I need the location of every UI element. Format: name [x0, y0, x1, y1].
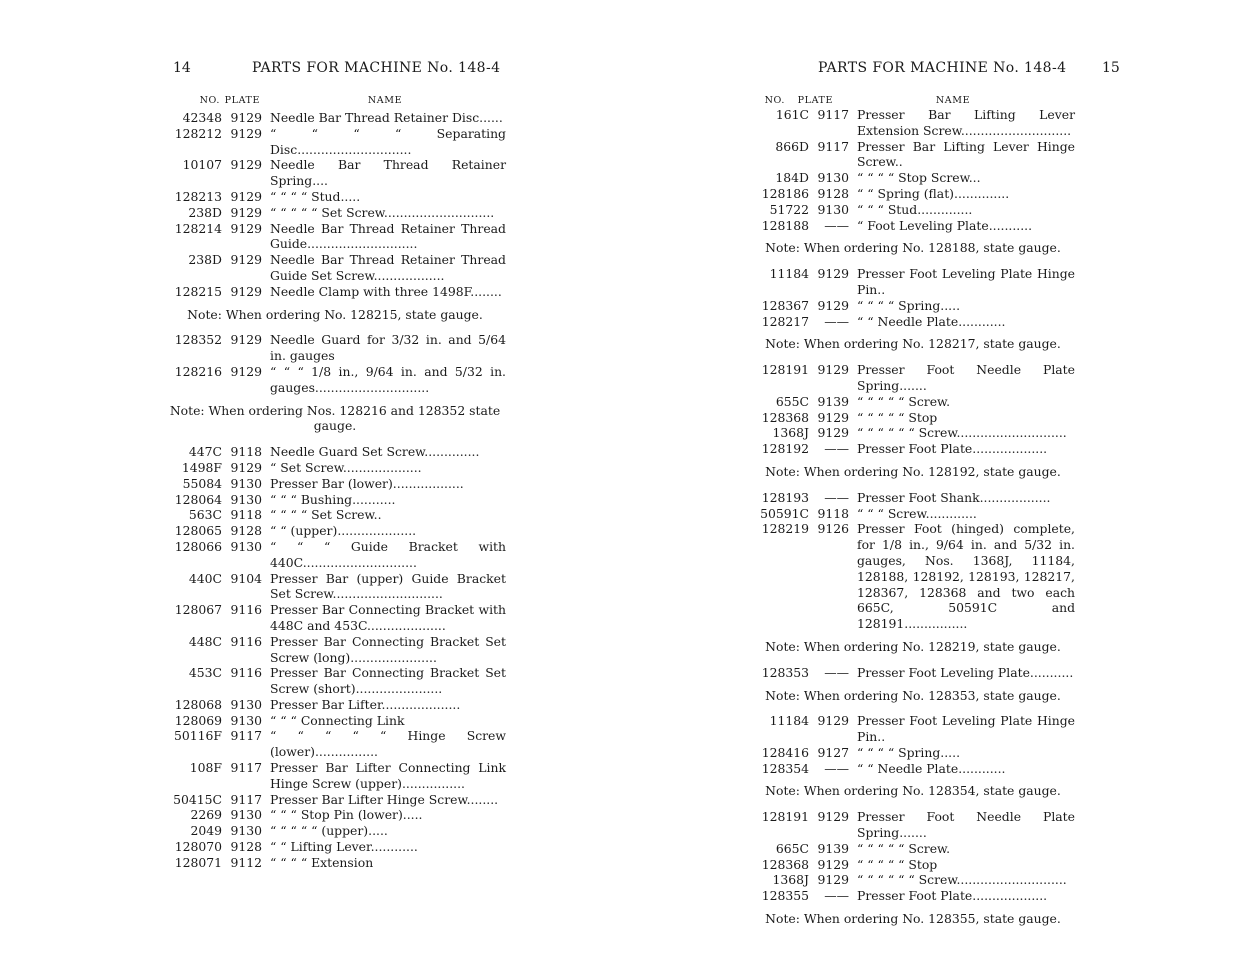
- part-row: [160, 492, 510, 508]
- part-number: 128354: [761, 760, 809, 776]
- part-name: “ “ “ “ “ Stop: [857, 856, 938, 872]
- part-row: [747, 665, 1079, 681]
- plate-number: 9116: [230, 633, 262, 649]
- part-row: [160, 571, 510, 603]
- parts-list: [160, 110, 510, 871]
- part-number: 50415C: [173, 791, 222, 807]
- part-name: “ “ (upper)....................: [270, 523, 417, 539]
- plate-number: 9129: [230, 252, 262, 268]
- left-page: [0, 0, 615, 954]
- part-row: [160, 760, 510, 792]
- part-row: [160, 476, 510, 492]
- part-number: 453C: [188, 665, 222, 681]
- part-number: 128367: [761, 297, 809, 313]
- part-name: Presser Bar Connecting Bracket with 448C and 453C....................: [270, 602, 506, 633]
- plate-number: ——: [824, 888, 849, 904]
- part-number: 128368: [761, 856, 809, 872]
- part-name: “ “ “ 1/8 in., 9/64 in. and 5/32 in. gauges.............................: [270, 363, 506, 395]
- page-title: PARTS FOR MACHINE No. 148-4: [818, 60, 1067, 76]
- part-row: [747, 314, 1079, 330]
- part-number: 184D: [775, 170, 809, 186]
- plate-number: ——: [824, 217, 849, 233]
- plate-number: 9129: [817, 856, 849, 872]
- plate-number: 9130: [230, 807, 262, 823]
- parts-list: [747, 107, 1079, 937]
- plate-number: ——: [824, 760, 849, 776]
- plate-number: 9127: [817, 744, 849, 760]
- plate-number: 9130: [230, 712, 262, 728]
- part-row: [160, 634, 510, 666]
- part-name: “ “ “ Connecting Link: [270, 712, 405, 728]
- plate-number: 9130: [230, 475, 262, 491]
- plate-number: 9117: [230, 791, 262, 807]
- part-number: 128186: [761, 185, 809, 201]
- part-name: Needle Guard for 3/32 in. and 5/64 in. gauges: [270, 332, 506, 364]
- part-row: [747, 506, 1079, 522]
- part-number: 128070: [174, 839, 222, 855]
- col-header-plate: PLATE: [797, 95, 833, 106]
- plate-number: 9130: [230, 696, 262, 712]
- part-number: 128193: [761, 489, 809, 505]
- page-title: PARTS FOR MACHINE No. 148-4: [252, 60, 501, 76]
- part-row: [747, 745, 1079, 761]
- part-name: “ “ Needle Plate............: [857, 313, 1006, 329]
- part-row: [747, 809, 1079, 841]
- part-name: Presser Foot Plate...................: [857, 888, 1048, 904]
- plate-number: 9129: [230, 204, 262, 220]
- part-row: [747, 713, 1079, 745]
- part-name: “ “ Needle Plate............: [857, 760, 1006, 776]
- part-name: “ “ “ “ “ “ Screw............................: [857, 425, 1067, 441]
- right-page: [617, 0, 1235, 954]
- ordering-note: Note: When ordering Nos. 128216 and 128352 state gauge.: [169, 402, 501, 434]
- part-row: [747, 139, 1079, 171]
- part-name: “ “ “ “ “ Stop: [857, 409, 938, 425]
- part-name: “ “ “ Screw.............: [857, 505, 977, 521]
- part-name: “ “ Lifting Lever............: [270, 839, 418, 855]
- part-row: [747, 425, 1079, 441]
- plate-number: 9139: [817, 393, 849, 409]
- part-number: 128217: [761, 313, 809, 329]
- plate-number: 9129: [230, 459, 262, 475]
- plate-number: 9129: [230, 110, 262, 125]
- part-row: [160, 665, 510, 697]
- plate-number: 9126: [817, 521, 849, 537]
- part-name: “ “ “ “ Stud.....: [270, 188, 361, 204]
- part-name: Presser Bar (upper) Guide Bracket Set Screw............................: [270, 570, 506, 602]
- part-number: 1498F: [181, 459, 222, 475]
- plate-number: 9117: [817, 138, 849, 154]
- part-number: 655C: [775, 393, 809, 409]
- part-name: “ “ “ Bushing...........: [270, 491, 396, 507]
- part-number: 128219: [761, 521, 809, 537]
- part-row: [747, 490, 1079, 506]
- part-name: Presser Foot Leveling Plate Hinge Pin..: [857, 266, 1075, 297]
- part-number: 11184: [769, 713, 809, 729]
- plate-number: 9129: [230, 363, 262, 379]
- part-name: “ “ “ Stop Pin (lower).....: [270, 807, 423, 823]
- part-number: 50591C: [760, 505, 809, 521]
- part-row: [747, 410, 1079, 426]
- part-number: 440C: [188, 570, 222, 586]
- part-row: [160, 697, 510, 713]
- part-number: 128353: [761, 664, 809, 680]
- part-name: Presser Bar Lifter Hinge Screw........: [270, 791, 499, 807]
- part-number: 1368J: [772, 425, 809, 441]
- part-row: [160, 126, 510, 158]
- part-name: Needle Bar Thread Retainer Thread Guide Set Screw..................: [270, 252, 506, 283]
- part-number: 128067: [174, 602, 222, 618]
- plate-number: 9130: [230, 538, 262, 554]
- part-row: [160, 221, 510, 253]
- page-number: 15: [1102, 60, 1120, 76]
- plate-number: 9130: [230, 491, 262, 507]
- part-number: 128355: [761, 888, 809, 904]
- part-row: [747, 394, 1079, 410]
- part-name: Presser Bar Connecting Bracket Set Screw (short)......................: [270, 665, 506, 697]
- part-row: [160, 602, 510, 634]
- ordering-note: Note: When ordering No. 128219, state gauge.: [765, 638, 1061, 654]
- plate-number: 9130: [230, 823, 262, 839]
- part-number: 128065: [174, 523, 222, 539]
- plate-number: 9129: [230, 125, 262, 141]
- plate-number: 9116: [230, 665, 262, 681]
- part-number: 128368: [761, 409, 809, 425]
- plate-number: 9117: [230, 760, 262, 776]
- part-row: [160, 252, 510, 284]
- col-header-no: NO.: [199, 95, 220, 106]
- part-name: “ “ “ “ “ (upper).....: [270, 823, 388, 839]
- col-header-name: NAME: [935, 95, 971, 106]
- part-name: Presser Foot Shank..................: [857, 489, 1051, 505]
- part-number: 2049: [190, 823, 222, 839]
- part-row: [160, 807, 510, 823]
- part-name: “ “ Spring (flat)..............: [857, 185, 1010, 201]
- part-number: 665C: [775, 840, 809, 856]
- part-number: 866D: [775, 138, 809, 154]
- ordering-note: Note: When ordering No. 128188, state gauge.: [765, 240, 1061, 256]
- part-row: [160, 539, 510, 571]
- part-row: [160, 823, 510, 839]
- part-number: 128216: [174, 363, 222, 379]
- col-header-plate: PLATE: [224, 95, 260, 106]
- part-row: [160, 189, 510, 205]
- part-number: 128213: [174, 188, 222, 204]
- plate-number: 9112: [230, 854, 262, 870]
- plate-number: 9130: [817, 170, 849, 186]
- part-number: 128352: [174, 332, 222, 348]
- plate-number: 9129: [817, 297, 849, 313]
- plate-number: 9117: [230, 728, 262, 744]
- part-name: “ “ “ “ “ Screw.: [857, 393, 951, 409]
- plate-number: 9130: [817, 201, 849, 217]
- column-headers: [747, 95, 1087, 106]
- part-number: 238D: [188, 252, 222, 268]
- part-number: 128064: [174, 491, 222, 507]
- plate-number: 9129: [817, 362, 849, 378]
- plate-number: 9129: [817, 425, 849, 441]
- part-number: 563C: [188, 507, 222, 523]
- part-number: 128214: [174, 220, 222, 236]
- ordering-note: Note: When ordering No. 128215, state gauge.: [187, 306, 483, 322]
- part-name: “ “ “ “ Set Screw..: [270, 507, 382, 523]
- part-row: [747, 761, 1079, 777]
- part-row: [747, 872, 1079, 888]
- plate-number: 9129: [230, 220, 262, 236]
- part-name: Presser Bar Lifter....................: [270, 696, 461, 712]
- plate-number: 9118: [230, 507, 262, 523]
- part-row: [747, 888, 1079, 904]
- plate-number: 9129: [230, 188, 262, 204]
- part-row: [160, 792, 510, 808]
- part-number: 1368J: [772, 872, 809, 888]
- part-row: [747, 521, 1079, 632]
- plate-number: 9128: [817, 185, 849, 201]
- part-number: 128192: [761, 441, 809, 457]
- part-name: Needle Clamp with three 1498F........: [270, 283, 502, 299]
- part-name: Presser Bar Lifting Lever Hinge Screw..: [857, 138, 1075, 170]
- part-number: 128416: [761, 744, 809, 760]
- part-row: [160, 364, 510, 396]
- plate-number: 9129: [817, 809, 849, 825]
- plate-number: ——: [824, 664, 849, 680]
- part-name: Presser Foot Needle Plate Spring.......: [857, 362, 1075, 393]
- part-name: “ Foot Leveling Plate...........: [857, 217, 1033, 233]
- part-name: Presser Foot Leveling Plate...........: [857, 664, 1074, 680]
- part-name: “ “ “ “ Spring.....: [857, 744, 961, 760]
- part-row: [160, 332, 510, 364]
- part-name: “ “ “ “ Spring.....: [857, 297, 961, 313]
- part-name: “ “ “ “ Extension: [270, 854, 374, 870]
- part-number: 128191: [761, 362, 809, 378]
- ordering-note: Note: When ordering No. 128353, state gauge.: [765, 687, 1061, 703]
- plate-number: 9116: [230, 602, 262, 618]
- part-row: [160, 205, 510, 221]
- ordering-note: Note: When ordering No. 128355, state gauge.: [765, 911, 1061, 927]
- part-name: “ “ “ Stud..............: [857, 201, 973, 217]
- part-number: 128212: [174, 125, 222, 141]
- part-row: [160, 507, 510, 523]
- part-name: “ Set Screw....................: [270, 459, 422, 475]
- page-number: 14: [173, 60, 191, 76]
- part-row: [747, 186, 1079, 202]
- ordering-note: Note: When ordering No. 128217, state gauge.: [765, 336, 1061, 352]
- part-name: “ “ “ “ Stop Screw...: [857, 170, 981, 186]
- part-number: 50116F: [173, 728, 222, 744]
- part-name: Needle Bar Thread Retainer Disc......: [270, 110, 503, 125]
- plate-number: ——: [824, 489, 849, 505]
- plate-number: 9129: [230, 157, 262, 173]
- part-row: [160, 839, 510, 855]
- part-number: 11184: [769, 266, 809, 282]
- part-name: “ “ “ Guide Bracket with 440C.............................: [270, 538, 506, 570]
- plate-number: 9129: [817, 266, 849, 282]
- ordering-note: Note: When ordering No. 128354, state gauge.: [765, 783, 1061, 799]
- part-number: 128069: [174, 712, 222, 728]
- part-number: 51722: [769, 201, 809, 217]
- part-name: Needle Bar Thread Retainer Spring....: [270, 157, 506, 189]
- part-number: 128191: [761, 809, 809, 825]
- part-name: Needle Bar Thread Retainer Thread Guide............................: [270, 220, 506, 252]
- part-name: Presser Foot (hinged) complete, for 1/8 in., 9/64 in. and 5/32 in. gauges, Nos. 1368J, 11184, 128188, 128192, 128193, 128217, 128367, 128368 and two each 665C, 50591C and 128191................: [857, 521, 1075, 632]
- part-row: [160, 728, 510, 760]
- plate-number: 9118: [817, 505, 849, 521]
- part-name: Needle Guard Set Screw..............: [270, 444, 480, 460]
- part-name: Presser Bar Connecting Bracket Set Screw (long)......................: [270, 633, 506, 665]
- part-name: “ “ “ “ “ Set Screw............................: [270, 204, 495, 220]
- col-header-no: NO.: [764, 95, 785, 106]
- plate-number: 9104: [230, 570, 262, 586]
- part-row: [160, 110, 510, 126]
- part-number: 128066: [174, 538, 222, 554]
- part-name: Presser Bar Lifter Connecting Link Hinge Screw (upper)................: [270, 760, 506, 791]
- part-row: [160, 523, 510, 539]
- plate-number: 9139: [817, 840, 849, 856]
- part-number: 108F: [189, 760, 222, 776]
- part-row: [747, 298, 1079, 314]
- part-row: [747, 362, 1079, 394]
- plate-number: 9118: [230, 444, 262, 460]
- part-row: [160, 460, 510, 476]
- plate-number: 9128: [230, 839, 262, 855]
- part-row: [747, 218, 1079, 234]
- part-row: [160, 855, 510, 871]
- part-row: [747, 441, 1079, 457]
- part-row: [747, 107, 1079, 139]
- part-name: “ “ “ “ “ Hinge Screw (lower)................: [270, 728, 506, 760]
- plate-number: 9129: [230, 332, 262, 348]
- part-number: 161C: [775, 107, 809, 122]
- part-number: 448C: [188, 633, 222, 649]
- plate-number: 9129: [817, 409, 849, 425]
- part-number: 128188: [761, 217, 809, 233]
- part-row: [747, 857, 1079, 873]
- part-name: Presser Foot Needle Plate Spring.......: [857, 809, 1075, 841]
- part-name: Presser Bar (lower)..................: [270, 475, 464, 491]
- plate-number: 9129: [817, 713, 849, 729]
- part-number: 128068: [174, 696, 222, 712]
- part-number: 10107: [182, 157, 222, 173]
- plate-number: 9129: [817, 872, 849, 888]
- plate-number: ——: [824, 313, 849, 329]
- plate-number: 9129: [230, 283, 262, 299]
- part-row: [160, 444, 510, 460]
- part-row: [747, 266, 1079, 298]
- part-number: 55084: [182, 475, 222, 491]
- column-headers: [162, 95, 512, 106]
- part-row: [747, 202, 1079, 218]
- part-name: “ “ “ “ “ Screw.: [857, 840, 951, 856]
- plate-number: 9128: [230, 523, 262, 539]
- plate-number: 9117: [817, 107, 849, 122]
- part-row: [747, 170, 1079, 186]
- part-name: Presser Bar Lifting Lever Extension Screw............................: [857, 107, 1075, 138]
- col-header-name: NAME: [367, 95, 403, 106]
- part-number: 2269: [190, 807, 222, 823]
- part-row: [747, 841, 1079, 857]
- part-number: 447C: [188, 444, 222, 460]
- part-name: “ “ “ “ Separating Disc.............................: [270, 125, 506, 157]
- part-row: [160, 284, 510, 300]
- part-name: “ “ “ “ “ “ Screw............................: [857, 872, 1067, 888]
- part-number: 128215: [174, 283, 222, 299]
- part-row: [160, 713, 510, 729]
- part-number: 238D: [188, 204, 222, 220]
- ordering-note: Note: When ordering No. 128192, state gauge.: [765, 463, 1061, 479]
- part-name: Presser Foot Leveling Plate Hinge Pin..: [857, 713, 1075, 745]
- plate-number: ——: [824, 441, 849, 457]
- part-name: Presser Foot Plate...................: [857, 441, 1048, 457]
- part-row: [160, 157, 510, 189]
- part-number: 128071: [174, 854, 222, 870]
- part-number: 42348: [182, 110, 222, 125]
